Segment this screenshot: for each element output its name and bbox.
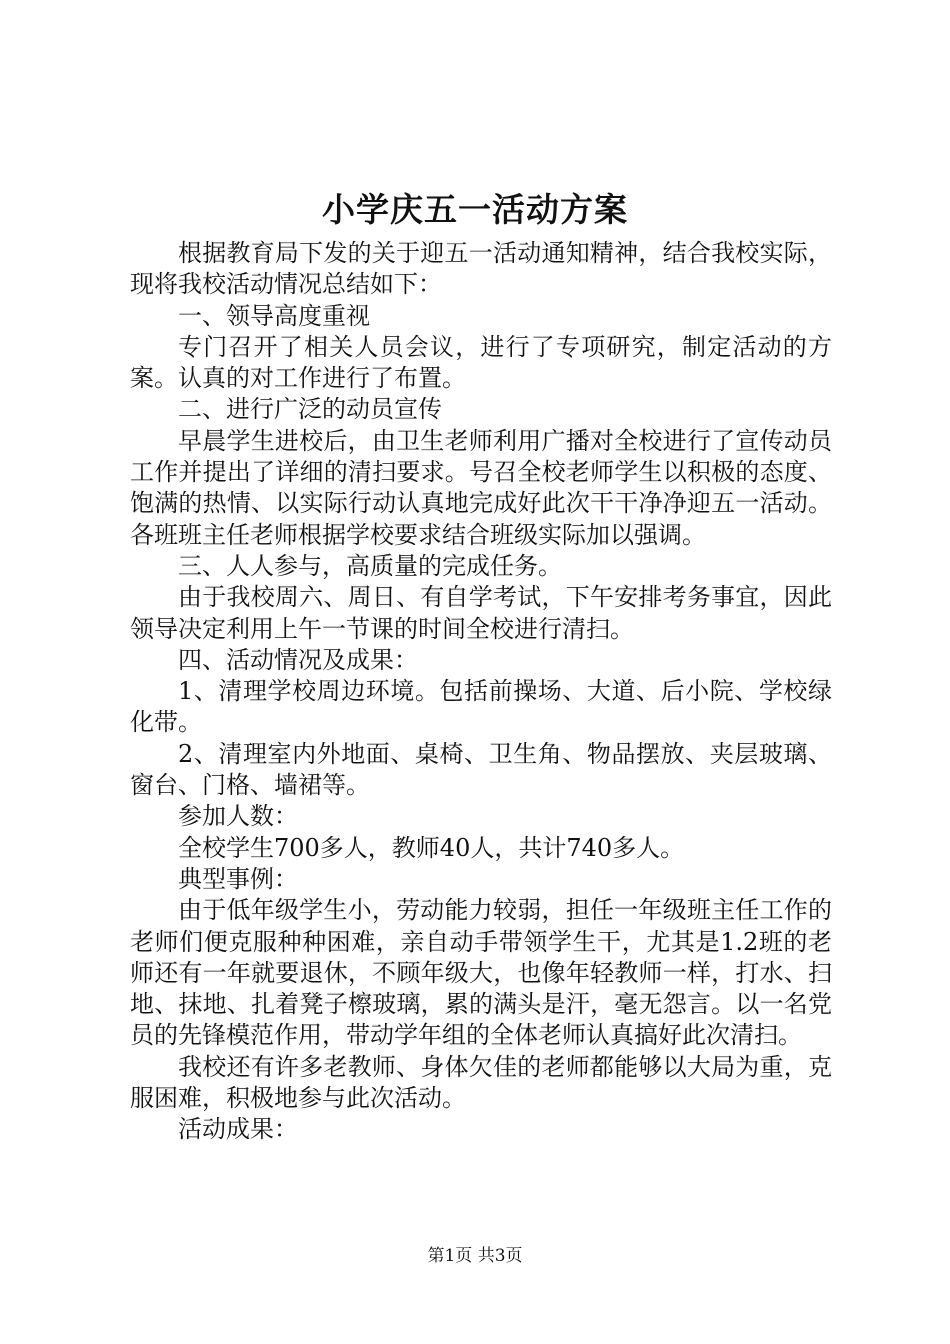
document-body [130, 238, 832, 1146]
paragraph-participants: 全校学生700多人，教师40人，共计740多人。 [178, 833, 685, 862]
paragraph-section-1: 专门召开了相关人员会议，进行了专项研究，制定活动的方案。认真的对工作进行了布置。 [130, 332, 832, 393]
list-item-2: 2、清理室内外地面、桌椅、卫生角、物品摆放、夹层玻璃、窗台、门格、墙裙等。 [130, 739, 832, 800]
paragraph-section-3: 由于我校周六、周日、有自学考试，下午安排考务事宜，因此领导决定利用上午一节课的时间全校进行清扫。 [130, 583, 832, 643]
paragraph-section-2: 早晨学生进校后，由卫生老师利用广播对全校进行了宣传动员工作并提出了详细的清扫要求。号召全校老师学生以积极的态度、饱满的热情、以实际行动认真地完成好此次干干净净迎五一活动。各班班主任老师根据学校要求结合班级实际加以强调。 [130, 426, 832, 549]
label-activity-results: 活动成果： [178, 1115, 298, 1144]
heading-section-1: 一、领导高度重视 [178, 301, 370, 330]
paragraph-typical-examples: 由于低年级学生小，劳动能力较弱，担任一年级班主任工作的老师们便克服种种困难，亲自动手带领学生干，尤其是1.2班的老师还有一年就要退休，不顾年级大，也像年轻教师一样，打水、扫地、抹地、扎着凳子檫玻璃，累的满头是汗，毫无怨言。以一名党员的先锋模范作用，带动学年组的全体老师认真搞好此次清扫。 [130, 896, 832, 1050]
label-participants: 参加人数： [178, 802, 298, 831]
paragraph-old-teachers: 我校还有许多老教师、身体欠佳的老师都能够以大局为重，克服困难，积极地参与此次活动。 [130, 1052, 832, 1113]
document-title: 小学庆五一活动方案 [322, 190, 628, 229]
paragraph-intro: 根据教育局下发的关于迎五一活动通知精神，结合我校实际，现将我校活动情况总结如下： [130, 239, 832, 299]
label-typical-examples: 典型事例： [178, 864, 298, 893]
heading-section-3: 三、人人参与，高质量的完成任务。 [178, 551, 562, 580]
heading-section-4: 四、活动情况及成果： [178, 645, 418, 674]
heading-section-2: 二、进行广泛的动员宣传 [178, 395, 442, 424]
list-item-1: 1、清理学校周边环境。包括前操场、大道、后小院、学校绿化带。 [130, 677, 832, 737]
page-footer: 第1页 共3页 [427, 1246, 523, 1266]
